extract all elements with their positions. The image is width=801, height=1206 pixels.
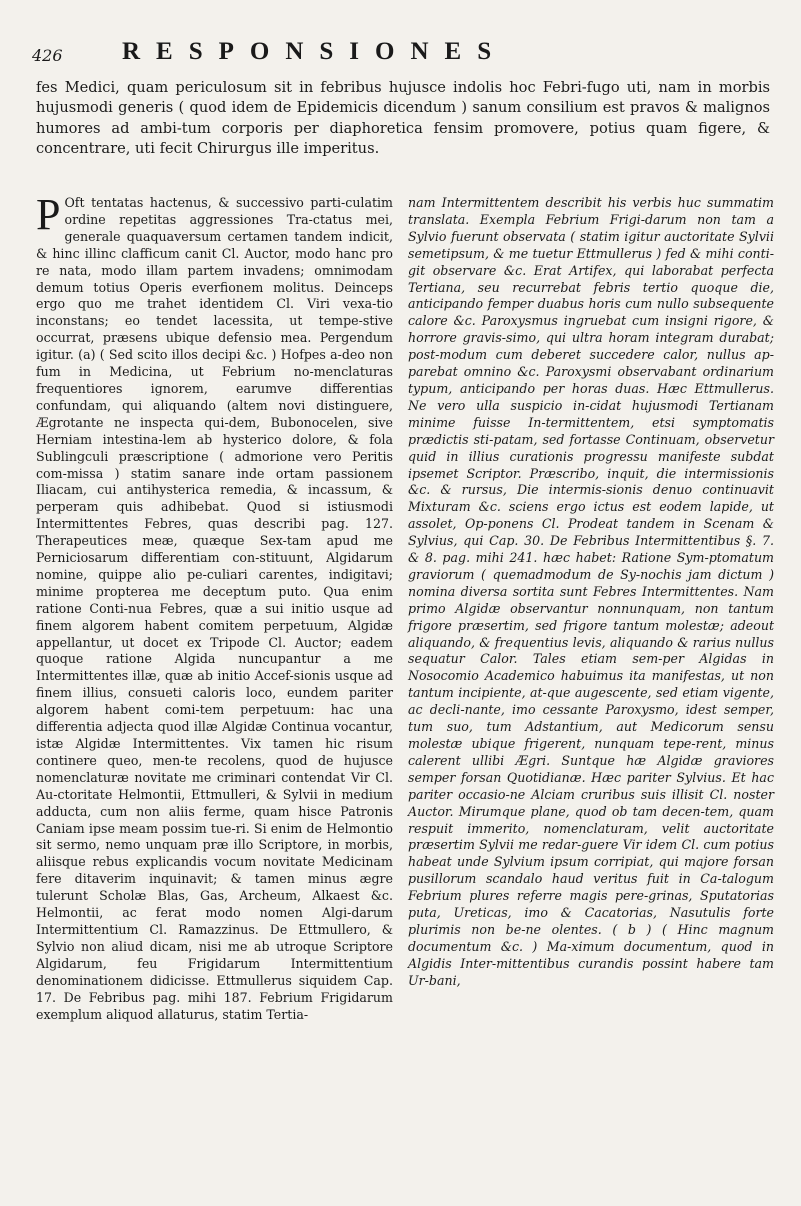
- page-number: 426: [32, 46, 63, 65]
- intro-paragraph: fes Medici, quam periculosum sit in febribus hujusce indolis hoc Febri-fugo uti, nam in morbis hujusmodi generis ( quod idem de Epidemicis dicendum ) sanum consilium est pravos & malignos humores ad ambi-tum corporis per diaphoretica fensim promovere, potius quam figere, & concentrare, uti fecit Chirurgus ille imperitus.: [36, 79, 770, 157]
- right-column-text: nam Intermittentem describit his verbis huc summatim translata. Exempla Febrium Frigi-darum non tam a Sylvio fuerunt observata ( statim igitur auctoritate Sylvii semetipsum, & me tuetur Ettmullerus ) fed & mihi conti-git observare &c. Erat Artifex, qui laborabat perfecta Tertiana, seu recurrebat febris tertio quoque die, anticipando femper duabus horis cum nullo subsequente calore &c. Paroxysmus ingruebat cum insigni rigore, & horrore gravis-simo, qui ultra horam integram durabat; post-modum cum deberet succedere calor, nullus ap-parebat omnino &c. Paroxysmi observabant ordinarium typum, anticipando per horas duas. Hæc Ettmullerus. Ne vero ulla suspicio in-cidat hujusmodi Tertianam minime fuisse In-termittentem, etsi symptomatis prædictis sti-patam, sed fortasse Continuam, observetur quid in illius curationis progressu manifeste subdat ipsemet Scriptor. Præscribo, inquit, die intermissionis &c. & rursus, Die intermis-sionis denuo continuavit Mixturam &c. sciens ergo ictus est eodem lapide, ut assolet, Op-ponens Cl. Prodeat tandem in Scenam & Sylvius, qui Cap. 30. De Febribus Intermittentibus §. 7. & 8. pag. mihi 241. hæc habet: Ratione Sym-ptomatum graviorum ( quemadmodum de Sy-nochis jam dictum ) nomina diversa sortita sunt Febres Intermittentes. Nam primo Algidæ observantur nonnunquam, non tantum frigore præsertim, sed frigore tantum molestæ; adeout aliquando, & frequentius levis, aliquando & rarius nullus sequatur Calor. Tales etiam sem-per Algidas in Nosocomio Academico habuimus ita manifestas, ut non tantum incipiente, at-que augescente, sed etiam vigente, ac decli-nante, imo cessante Paroxysmo, idest semper, tum suo, tum Adstantium, aut Medicorum sensu molestæ ubique frigerent, nunquam tepe-rent, minus calerent ullibi Ægri. Suntque hæ Algidæ graviores semper forsan Quotidianæ. Hæc pariter Sylvius. Et hac pariter occasio-ne Alciam cruribus suis illisit Cl. noster Auctor. Mirumque plane, quod ob tam decen-tem, quam respuit immerito, nomenclaturam, velit auctoritate præsertim Sylvii me redar-guere Vir idem Cl. cum potius habeat unde Sylvium ipsum corripiat, qui majore forsan pusillorum scandalo haud veritus fuit in Ca-talogum Febrium plures referre magis pere-grinas, Sputatorias puta, Ureticas, imo & Cacatorias, Nasutulis forte plurimis non be-ne olentes. ( b ) ( Hinc magnum documentum &c. ) Ma-ximum documentum, quod in Algidis Inter-mittentibus curandis possint habere tam Ur-bani,: [408, 195, 774, 988]
- page-header: [30, 38, 775, 68]
- right-column: [408, 195, 774, 990]
- left-column-text: Oft tentatas hactenus, & successivo parti-culatim ordine repetitas aggressiones Tra-ctatus mei, generale quaquaversum certamen tandem indicit, & hinc illinc clafficum canit Cl. Auctor, modo hanc pro re nata, modo illam partem invadens; omnimodam demum totius Operis everfionem molitus. Deinceps ergo quo me trahet identidem Cl. Viri vexa-tio inconstans; eo tendet lacessita, ut tempe-stive occurrat, præsens ubique defensio mea. Pergendum igitur. (a) ( Sed scito illos decipi &c. ) Hofpes a-deo non fum in Medicina, ut Febrium no-menclaturas frequentiores ignorem, earumve differentias confundam, qui aliquando (altem novi distinguere, Ægrotante ne inspecta qui-dem, Bubonocelen, sive Herniam intestina-lem ab hysterico dolore, & fola Sublingculi præscriptione ( admorione vero Peritis com-missa ) statim sanare inde ortam passionem Iliacam, cui antihysterica remedia, & incassum, & perperam quis adhibebat. Quod si istiusmodi Intermittentes Febres, quas describi pag. 127. Therapeutices meæ, quæque Sex-tam apud me Perniciosarum differentiam con-stituunt, Algidarum nomine, quippe alio pe-culiari carentes, indigitavi; minime propterea me deceptum puto. Qua enim ratione Conti-nua Febres, quæ a sui initio usque ad finem algorem habent comitem perpetuum, Algidæ appellantur, ut docet ex Tripode Cl. Auctor; eadem quoque ratione Algida nuncupantur a me Intermittentes illæ, quæ ab initio Accef-sionis usque ad finem illius, consueti caloris loco, eundem pariter algorem habent comi-tem perpetuum: hac una differentia adjecta quod illæ Algidæ Continua vocantur, istæ Algidæ Intermittentes. Vix tamen hic risum continere queo, men-te recolens, quod de hujusce nomenclaturæ novitate me criminari contendat Vir Cl. Au-ctoritate Helmontii, Ettmulleri, & Sylvii in medium adducta, cum non aliis ferme, quam hisce Patronis Caniam ipse meam possim tue-ri. Si enim de Helmontio sit sermo, nemo unquam præ illo Scriptore, in morbis, aliisque rebus explicandis vocum novitate Medicinam fere ditaverim inquinavit; & tamen minus ægre tulerunt Scholæ Blas, Gas, Archeum, Alkaest &c. Helmontii, ac ferat modo nomen Algi-darum Intermittentium Cl. Ramazzinus. De Ettmullero, & Sylvio non aliud dicam, nisi me ab utroque Scriptore Algidarum, feu Frigidarum Intermittentium denominationem didicisse. Ettmullerus siquidem Cap. 17. De Febribus pag. mihi 187. Febrium Frigidarum exemplum aliquod allaturus, statim Tertia-: [36, 195, 393, 1022]
- drop-cap: P: [36, 190, 61, 239]
- running-head: RESPONSIONES: [122, 38, 508, 65]
- left-column: [36, 190, 393, 1023]
